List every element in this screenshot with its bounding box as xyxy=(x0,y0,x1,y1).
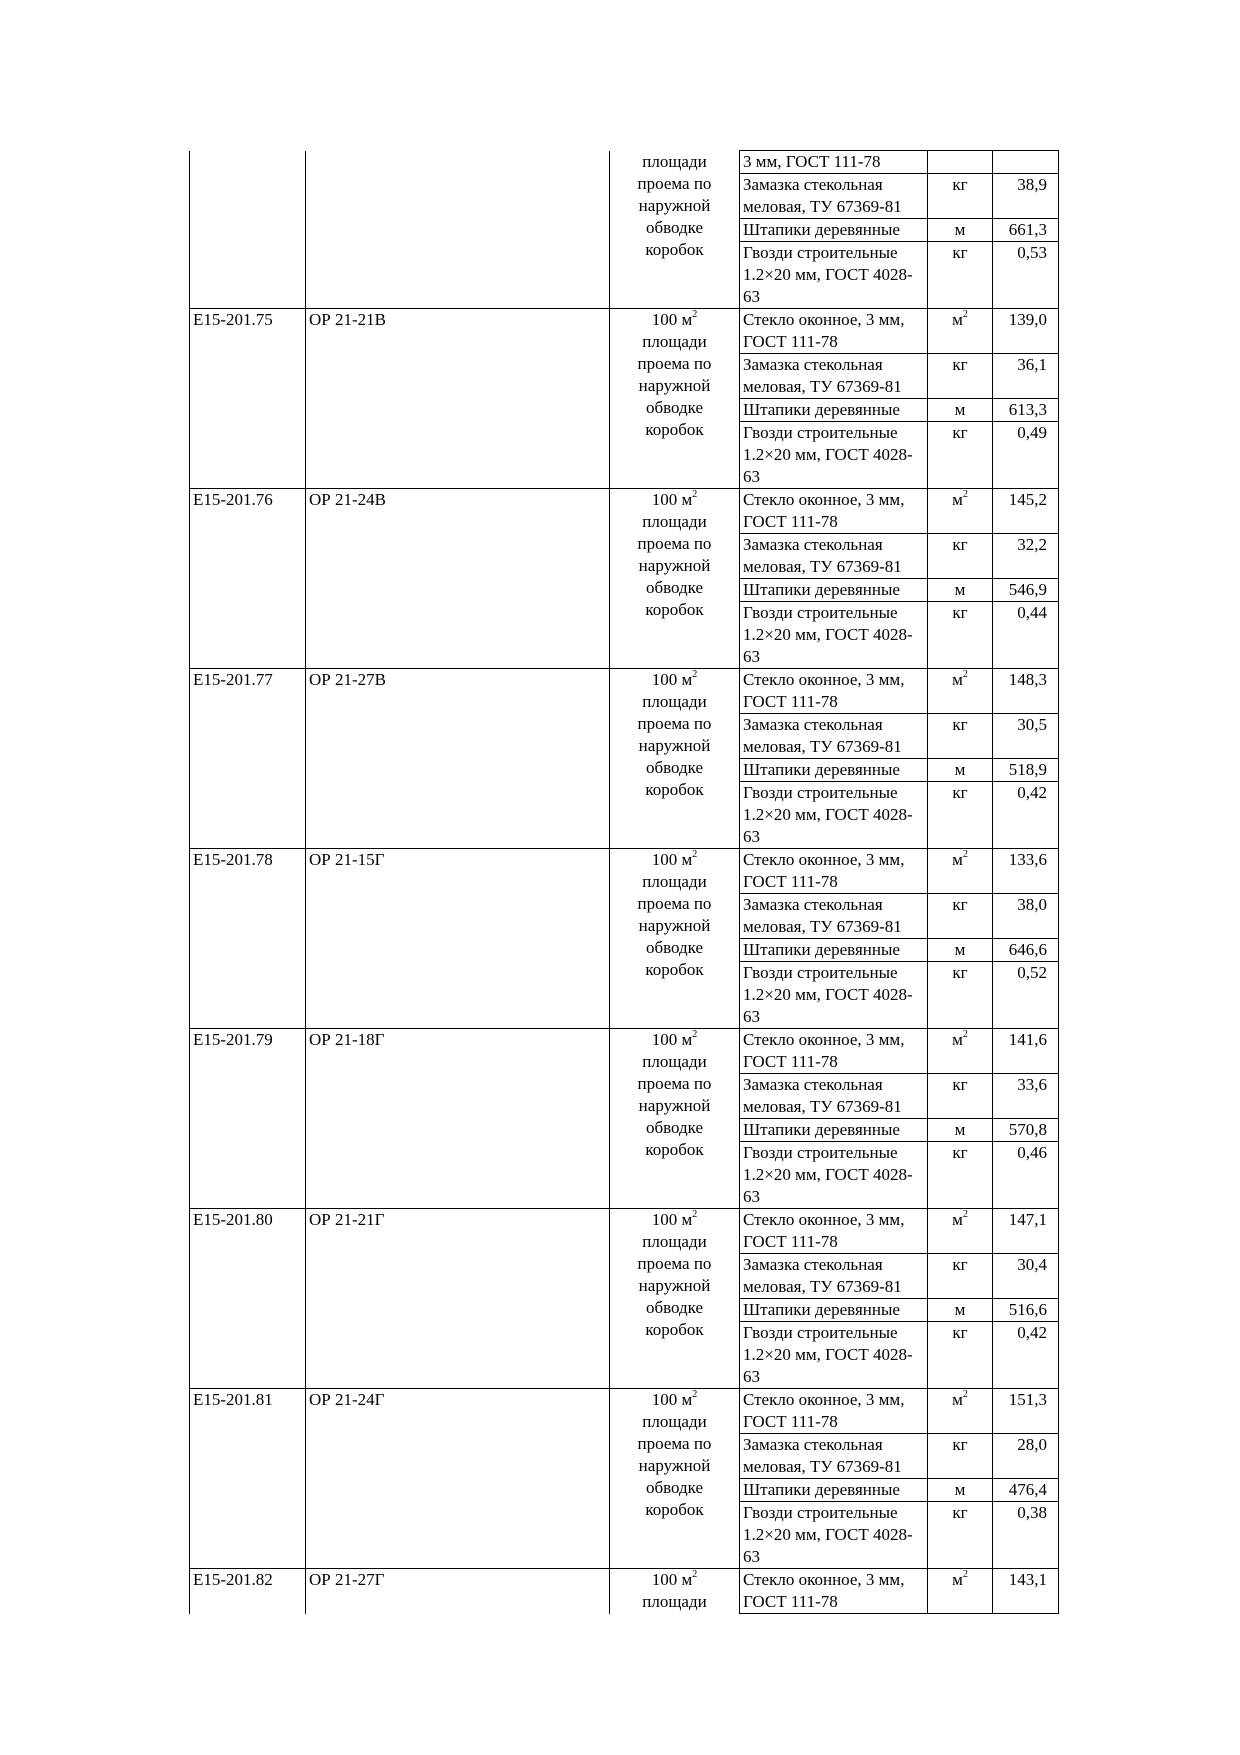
measurement-unit-cell xyxy=(610,1569,740,1614)
unit-line: проема по xyxy=(637,1254,712,1273)
material-quantity: 518,9 xyxy=(993,759,1059,782)
material-quantity: 0,42 xyxy=(993,782,1059,849)
norm-code: Е15-201.77 xyxy=(190,669,306,849)
material-name: Стекло оконное, 3 мм, ГОСТ 111-78 xyxy=(740,489,928,534)
material-quantity xyxy=(993,151,1059,174)
material-quantity: 661,3 xyxy=(993,219,1059,242)
material-unit xyxy=(928,422,993,489)
unit-label: кг xyxy=(952,355,968,374)
material-quantity: 546,9 xyxy=(993,579,1059,602)
unit-line: площади xyxy=(642,1232,707,1251)
table-row xyxy=(190,1569,1059,1614)
window-type: ОР 21-21В xyxy=(306,309,610,489)
material-unit xyxy=(928,579,993,602)
table-row xyxy=(190,309,1059,354)
unit-exponent: 2 xyxy=(692,489,698,501)
window-type: ОР 21-15Г xyxy=(306,849,610,1029)
material-unit xyxy=(928,354,993,399)
unit-line: проема по xyxy=(637,1434,712,1453)
unit-line: площади xyxy=(642,692,707,711)
code-cell xyxy=(190,151,306,309)
material-quantity: 0,53 xyxy=(993,242,1059,309)
material-quantity: 38,0 xyxy=(993,894,1059,939)
material-unit xyxy=(928,1322,993,1389)
measurement-unit-cell xyxy=(610,849,740,1029)
material-name: Гвозди строительные 1.2×20 мм, ГОСТ 4028-63 xyxy=(740,1142,928,1209)
unit-label: м xyxy=(954,760,966,779)
material-quantity: 613,3 xyxy=(993,399,1059,422)
material-name: Замазка стекольная меловая, ТУ 67369-81 xyxy=(740,354,928,399)
material-unit xyxy=(928,1569,993,1614)
unit-value: 100 м xyxy=(651,1210,693,1229)
material-unit xyxy=(928,1142,993,1209)
material-name: Замазка стекольная меловая, ТУ 67369-81 xyxy=(740,714,928,759)
material-quantity: 516,6 xyxy=(993,1299,1059,1322)
material-quantity: 32,2 xyxy=(993,534,1059,579)
material-name: 3 мм, ГОСТ 111-78 xyxy=(740,151,928,174)
unit-label: кг xyxy=(952,1503,968,1522)
material-quantity: 141,6 xyxy=(993,1029,1059,1074)
material-unit xyxy=(928,1434,993,1479)
material-quantity: 0,46 xyxy=(993,1142,1059,1209)
material-quantity: 0,42 xyxy=(993,1322,1059,1389)
norm-code: Е15-201.80 xyxy=(190,1209,306,1389)
material-name: Стекло оконное, 3 мм, ГОСТ 111-78 xyxy=(740,1029,928,1074)
measurement-unit-cell xyxy=(610,669,740,849)
material-unit xyxy=(928,1209,993,1254)
unit-label: кг xyxy=(952,1323,968,1342)
window-type: ОР 21-21Г xyxy=(306,1209,610,1389)
unit-label: кг xyxy=(952,423,968,442)
unit-exponent: 2 xyxy=(692,669,698,681)
unit-line: проема по xyxy=(637,534,712,553)
material-unit xyxy=(928,669,993,714)
material-name: Штапики деревянные xyxy=(740,759,928,782)
table-row xyxy=(190,489,1059,534)
unit-line: обводке xyxy=(645,938,704,957)
unit-label: м xyxy=(952,1210,963,1229)
material-unit xyxy=(928,1502,993,1569)
unit-label: кг xyxy=(952,603,968,622)
unit-exponent: 2 xyxy=(962,1209,968,1221)
material-unit xyxy=(928,1299,993,1322)
unit-label: м xyxy=(954,940,966,959)
unit-exponent: 2 xyxy=(962,669,968,681)
unit-label: кг xyxy=(952,1075,968,1094)
material-unit xyxy=(928,1029,993,1074)
unit-label: м xyxy=(954,1120,966,1139)
material-name: Замазка стекольная меловая, ТУ 67369-81 xyxy=(740,534,928,579)
unit-value: 100 м xyxy=(651,310,693,329)
material-name: Стекло оконное, 3 мм, ГОСТ 111-78 xyxy=(740,309,928,354)
unit-exponent: 2 xyxy=(962,309,968,321)
material-name: Стекло оконное, 3 мм, ГОСТ 111-78 xyxy=(740,669,928,714)
material-unit xyxy=(928,1254,993,1299)
unit-line: проема по xyxy=(637,714,712,733)
unit-line: наружной xyxy=(638,1276,711,1295)
material-name: Замазка стекольная меловая, ТУ 67369-81 xyxy=(740,1074,928,1119)
material-name: Гвозди строительные 1.2×20 мм, ГОСТ 4028-63 xyxy=(740,962,928,1029)
material-name: Стекло оконное, 3 мм, ГОСТ 111-78 xyxy=(740,1569,928,1614)
table-row xyxy=(190,849,1059,894)
material-unit xyxy=(928,759,993,782)
table-row xyxy=(190,151,1059,174)
unit-line: обводке xyxy=(645,758,704,777)
material-unit xyxy=(928,1074,993,1119)
unit-line: обводке xyxy=(645,1478,704,1497)
window-type: ОР 21-18Г xyxy=(306,1029,610,1209)
unit-exponent: 2 xyxy=(692,1389,698,1401)
material-unit xyxy=(928,939,993,962)
material-unit xyxy=(928,534,993,579)
unit-label: м xyxy=(952,670,963,689)
material-unit xyxy=(928,489,993,534)
unit-line: обводке xyxy=(645,1298,704,1317)
material-quantity: 28,0 xyxy=(993,1434,1059,1479)
material-name: Гвозди строительные 1.2×20 мм, ГОСТ 4028-63 xyxy=(740,782,928,849)
unit-exponent: 2 xyxy=(962,1029,968,1041)
name-cell xyxy=(306,151,610,309)
material-name: Штапики деревянные xyxy=(740,939,928,962)
material-quantity: 139,0 xyxy=(993,309,1059,354)
unit-exponent: 2 xyxy=(692,1569,698,1581)
unit-line: коробок xyxy=(645,1140,704,1159)
material-unit xyxy=(928,782,993,849)
material-quantity: 30,4 xyxy=(993,1254,1059,1299)
unit-exponent: 2 xyxy=(692,1029,698,1041)
unit-exponent: 2 xyxy=(962,489,968,501)
material-unit xyxy=(928,714,993,759)
unit-label: м xyxy=(952,850,963,869)
unit-label: м xyxy=(952,1030,963,1049)
unit-line: площади xyxy=(642,332,707,351)
material-quantity: 476,4 xyxy=(993,1479,1059,1502)
material-name: Штапики деревянные xyxy=(740,1119,928,1142)
unit-line: наружной xyxy=(638,376,711,395)
unit-line: коробок xyxy=(645,780,704,799)
unit-value: 100 м xyxy=(651,1030,693,1049)
material-name: Гвозди строительные 1.2×20 мм, ГОСТ 4028-63 xyxy=(740,422,928,489)
material-unit xyxy=(928,219,993,242)
measurement-unit-cell xyxy=(610,1209,740,1389)
unit-line: коробок xyxy=(645,960,704,979)
unit-exponent: 2 xyxy=(692,1209,698,1221)
unit-label: м xyxy=(954,1480,966,1499)
unit-value: 100 м xyxy=(651,490,693,509)
material-quantity: 147,1 xyxy=(993,1209,1059,1254)
table-row xyxy=(190,1209,1059,1254)
unit-exponent: 2 xyxy=(692,849,698,861)
unit-line: обводке xyxy=(645,1118,704,1137)
unit-label: м xyxy=(954,400,966,419)
material-name: Стекло оконное, 3 мм, ГОСТ 111-78 xyxy=(740,849,928,894)
norm-code: Е15-201.76 xyxy=(190,489,306,669)
unit-value: 100 м xyxy=(651,1390,693,1409)
material-name: Штапики деревянные xyxy=(740,579,928,602)
table-row xyxy=(190,669,1059,714)
unit-label: м xyxy=(954,1300,966,1319)
unit-line: наружной xyxy=(638,556,711,575)
table-row xyxy=(190,1029,1059,1074)
material-quantity: 151,3 xyxy=(993,1389,1059,1434)
material-unit xyxy=(928,849,993,894)
unit-label: кг xyxy=(952,963,968,982)
window-type: ОР 21-24В xyxy=(306,489,610,669)
material-quantity: 143,1 xyxy=(993,1569,1059,1614)
material-name: Замазка стекольная меловая, ТУ 67369-81 xyxy=(740,174,928,219)
unit-line: коробок xyxy=(645,239,704,259)
norm-code: Е15-201.75 xyxy=(190,309,306,489)
unit-line: проема по xyxy=(637,173,712,193)
unit-line: площади xyxy=(642,1592,707,1611)
unit-label: кг xyxy=(952,1255,968,1274)
unit-line: проема по xyxy=(637,1074,712,1093)
unit-value: 100 м xyxy=(651,1570,693,1589)
unit-label: кг xyxy=(952,175,968,194)
unit-label: м xyxy=(954,580,966,599)
window-type: ОР 21-24Г xyxy=(306,1389,610,1569)
norm-code: Е15-201.78 xyxy=(190,849,306,1029)
material-unit xyxy=(928,1119,993,1142)
material-unit xyxy=(928,242,993,309)
table-row xyxy=(190,1389,1059,1434)
material-quantity: 38,9 xyxy=(993,174,1059,219)
window-type: ОР 21-27В xyxy=(306,669,610,849)
unit-label: кг xyxy=(952,783,968,802)
material-quantity: 0,49 xyxy=(993,422,1059,489)
measurement-unit-cell xyxy=(610,489,740,669)
unit-line: наружной xyxy=(638,195,711,215)
unit-line: обводке xyxy=(645,217,704,237)
unit-line: наружной xyxy=(638,736,711,755)
measurement-unit-cell xyxy=(610,1029,740,1209)
unit-label: кг xyxy=(952,715,968,734)
material-name: Гвозди строительные 1.2×20 мм, ГОСТ 4028-63 xyxy=(740,1502,928,1569)
unit-label: м xyxy=(954,220,966,239)
unit-line: наружной xyxy=(638,916,711,935)
material-quantity: 0,52 xyxy=(993,962,1059,1029)
material-name: Замазка стекольная меловая, ТУ 67369-81 xyxy=(740,1254,928,1299)
material-unit xyxy=(928,309,993,354)
material-quantity: 36,1 xyxy=(993,354,1059,399)
unit-label: м xyxy=(952,310,963,329)
unit-line: коробок xyxy=(645,1500,704,1519)
unit-value: 100 м xyxy=(651,670,693,689)
material-quantity: 148,3 xyxy=(993,669,1059,714)
material-quantity: 0,38 xyxy=(993,1502,1059,1569)
material-name: Стекло оконное, 3 мм, ГОСТ 111-78 xyxy=(740,1209,928,1254)
unit-exponent: 2 xyxy=(692,309,698,321)
unit-label: кг xyxy=(952,1435,968,1454)
unit-label: м xyxy=(952,1390,963,1409)
unit-line: площади xyxy=(642,1052,707,1071)
material-name: Штапики деревянные xyxy=(740,1479,928,1502)
unit-exponent: 2 xyxy=(962,1569,968,1581)
material-unit xyxy=(928,399,993,422)
material-unit xyxy=(928,151,993,174)
material-unit xyxy=(928,1389,993,1434)
unit-label: м xyxy=(952,1570,963,1589)
unit-line: площади xyxy=(642,151,707,171)
unit-line: площади xyxy=(642,872,707,891)
unit-line: коробок xyxy=(645,1320,704,1339)
unit-line: коробок xyxy=(645,600,704,619)
unit-line: наружной xyxy=(638,1096,711,1115)
material-quantity: 133,6 xyxy=(993,849,1059,894)
material-name: Замазка стекольная меловая, ТУ 67369-81 xyxy=(740,1434,928,1479)
material-name: Штапики деревянные xyxy=(740,1299,928,1322)
material-unit xyxy=(928,962,993,1029)
material-unit xyxy=(928,894,993,939)
unit-line: проема по xyxy=(637,354,712,373)
material-unit xyxy=(928,174,993,219)
material-unit xyxy=(928,1479,993,1502)
material-name: Штапики деревянные xyxy=(740,219,928,242)
unit-label: м xyxy=(952,490,963,509)
material-name: Замазка стекольная меловая, ТУ 67369-81 xyxy=(740,894,928,939)
unit-exponent: 2 xyxy=(962,1389,968,1401)
material-quantity: 30,5 xyxy=(993,714,1059,759)
unit-line: наружной xyxy=(638,1456,711,1475)
unit-line: обводке xyxy=(645,398,704,417)
material-name: Гвозди строительные 1.2×20 мм, ГОСТ 4028-63 xyxy=(740,1322,928,1389)
unit-line: проема по xyxy=(637,894,712,913)
unit-line: площади xyxy=(642,1412,707,1431)
measurement-unit-cell xyxy=(610,309,740,489)
material-name: Штапики деревянные xyxy=(740,399,928,422)
unit-label: кг xyxy=(952,1143,968,1162)
norm-code: Е15-201.81 xyxy=(190,1389,306,1569)
unit-line: коробок xyxy=(645,420,704,439)
window-type: ОР 21-27Г xyxy=(306,1569,610,1614)
measurement-unit-cell xyxy=(610,151,740,309)
measurement-unit-cell xyxy=(610,1389,740,1569)
material-quantity: 646,6 xyxy=(993,939,1059,962)
material-name: Гвозди строительные 1.2×20 мм, ГОСТ 4028-63 xyxy=(740,242,928,309)
material-quantity: 0,44 xyxy=(993,602,1059,669)
norm-code: Е15-201.79 xyxy=(190,1029,306,1209)
unit-exponent: 2 xyxy=(962,849,968,861)
unit-label: кг xyxy=(952,535,968,554)
norm-code: Е15-201.82 xyxy=(190,1569,306,1614)
material-quantity: 570,8 xyxy=(993,1119,1059,1142)
unit-label: кг xyxy=(952,895,968,914)
material-quantity: 33,6 xyxy=(993,1074,1059,1119)
material-name: Гвозди строительные 1.2×20 мм, ГОСТ 4028-63 xyxy=(740,602,928,669)
unit-line: площади xyxy=(642,512,707,531)
norms-table xyxy=(189,150,1059,1614)
unit-label: кг xyxy=(952,243,968,262)
unit-line: обводке xyxy=(645,578,704,597)
material-quantity: 145,2 xyxy=(993,489,1059,534)
material-unit xyxy=(928,602,993,669)
unit-value: 100 м xyxy=(651,850,693,869)
material-name: Стекло оконное, 3 мм, ГОСТ 111-78 xyxy=(740,1389,928,1434)
